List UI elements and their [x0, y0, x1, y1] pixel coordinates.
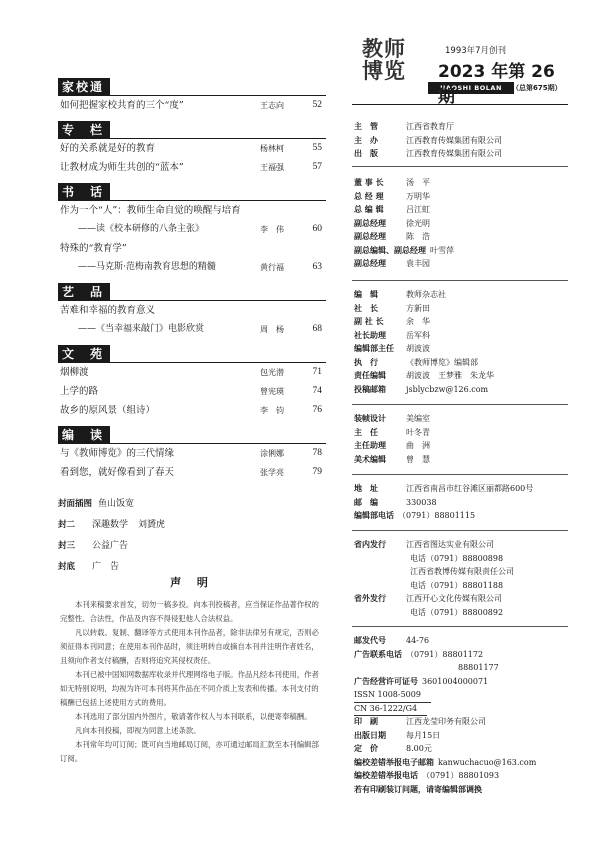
credit-row: [354, 342, 570, 356]
publication-info: [354, 634, 570, 796]
credit-key: 主 任: [354, 427, 378, 437]
credit-row: [354, 634, 570, 648]
credit-value: 江西教育传媒集团有限公司: [406, 135, 502, 145]
credit-value: 叶冬青: [406, 427, 430, 437]
toc-author: 王福强: [260, 163, 284, 172]
error-report-email[interactable]: kanwuchacuo@163.com: [438, 757, 537, 767]
credit-row: [354, 579, 570, 593]
credit-row: [354, 412, 570, 426]
credit-key: 副总经理: [354, 218, 386, 228]
toc-author: 曾宪瑛: [260, 387, 284, 396]
section-title: 艺 品: [58, 283, 110, 300]
credit-value: 袁丰园: [406, 259, 430, 268]
credit-value: 曲 洲: [406, 441, 430, 450]
credit-value: 江西省教博传媒有限责任公司: [410, 567, 514, 576]
toc-entry[interactable]: [58, 258, 326, 277]
toc-page: 76: [312, 405, 322, 415]
section-header: [58, 78, 326, 96]
credit-row: [354, 302, 570, 316]
credit-value: 陈 浩: [406, 232, 430, 241]
credit-value: 万明华: [406, 191, 430, 201]
credit-value: 江西省南昌市红谷滩区丽都路600号: [406, 484, 534, 493]
credit-row: [354, 688, 570, 702]
credit-key: 总 经 理: [354, 191, 384, 201]
toc-author: 黄行福: [260, 263, 284, 272]
credit-row: [354, 120, 570, 134]
declaration-paragraph: 本刊已被中国知网数据库收录并代理网络电子版。作品凡经本刊使用，作者如无特别说明，均视为许可本刊将其作品在不同介质上发表和传播。本刊支付的稿酬已包括上述使用方式的费用。: [60, 670, 319, 707]
toc-entry[interactable]: [58, 239, 326, 258]
credit-value: 3601004000071: [422, 676, 489, 686]
credit-row: [354, 217, 570, 231]
toc-title: 让教材成为师生共创的“蓝本”: [60, 162, 184, 173]
credit-value: 电话（0791）88800892: [410, 607, 504, 617]
divider: [352, 166, 568, 167]
credit-key: 执 行: [354, 357, 378, 367]
credit-value: 吕江虹: [406, 205, 430, 214]
cover3-label: 封三: [58, 541, 76, 551]
submission-email[interactable]: jsblycbzw@126.com: [406, 384, 489, 394]
section-title: 家校通: [58, 78, 110, 95]
cover-illustration-label: 封面插图: [58, 499, 93, 509]
declaration-paragraph: 本刊来稿要求首发，切勿一稿多投。向本刊投稿者，应当保证作品著作权的完整性、合法性，作品及内容不得侵犯他人合法权益。: [60, 600, 319, 623]
credit-row: [354, 661, 570, 675]
credit-row: [354, 203, 570, 217]
toc-author: 周 杨: [260, 325, 284, 334]
section-title: 文 苑: [58, 345, 110, 362]
toc-entry[interactable]: [58, 301, 326, 320]
cover-illustration-row: [58, 494, 326, 515]
credit-value: 330038: [406, 497, 437, 507]
credit-row: [354, 715, 570, 729]
toc-title: 特殊的“教育学”: [60, 243, 127, 254]
credit-value: 江西教育传媒集团有限公司: [406, 149, 502, 158]
toc-page: 55: [312, 143, 322, 153]
section-title: 编 读: [58, 426, 110, 443]
toc-title: 看到您，就好像看到了春天: [60, 467, 175, 478]
credit-key: 省内发行: [354, 540, 386, 549]
credit-key: 邮发代号: [354, 636, 386, 645]
credit-value: 徐光明: [406, 218, 430, 228]
cover3-row: [58, 536, 326, 557]
toc-page: 60: [312, 224, 322, 234]
printing-notice: 若有印刷装订问题，请寄编辑部调换: [354, 784, 482, 794]
cover4-label: 封底: [58, 562, 76, 572]
credit-value: 8.00元: [406, 744, 432, 753]
credit-row: [354, 356, 570, 370]
credit-row: [354, 134, 570, 148]
colophon: [352, 28, 568, 794]
founded-date: 1993年7月创刊: [445, 46, 507, 56]
credit-row: [354, 702, 570, 716]
table-of-contents: [58, 78, 326, 482]
cover-illustration-value: 鱼山饭宽: [98, 499, 135, 509]
credit-row: [354, 190, 570, 204]
section-header: [58, 121, 326, 139]
credit-key: 广告经营许可证号: [354, 676, 418, 686]
toc-author: 包光潜: [260, 368, 284, 377]
toc-subtitle: ——马克斯·范梅南教育思想的精髓: [78, 262, 216, 272]
toc-entry[interactable]: [58, 158, 326, 177]
credit-key: 编校差错举报电话: [354, 771, 418, 780]
cover2-label: 封二: [58, 520, 76, 530]
toc-page: 71: [312, 367, 322, 377]
toc-title: 作为一个“人”：教师生命自觉的唤醒与培育: [60, 205, 241, 216]
toc-title: 烟柳渡: [60, 367, 89, 378]
toc-page: 74: [312, 386, 322, 396]
toc-author: 王志向: [260, 101, 284, 110]
credit-key: 印 刷: [354, 717, 378, 726]
toc-page: 68: [312, 324, 322, 334]
toc-author: 涂俐娜: [260, 449, 284, 458]
credit-key: 副总经理: [354, 232, 386, 241]
publisher-info: [354, 120, 570, 161]
toc-entry[interactable]: [58, 201, 326, 220]
editorial-info: [354, 288, 570, 396]
credit-row: [354, 426, 570, 440]
issn: ISSN 1008-5009: [354, 688, 431, 703]
toc-entry[interactable]: [58, 382, 326, 401]
credit-row: [354, 729, 570, 743]
credit-row: [354, 783, 570, 797]
credit-row: [354, 244, 570, 258]
cover-credits: [58, 494, 326, 578]
divider: [352, 626, 568, 627]
credit-key: 装帧设计: [354, 414, 386, 423]
credit-key: 编校差错举报电子邮箱: [354, 757, 434, 767]
cn-number: CN 36-1222/G4: [354, 702, 427, 717]
credit-row[interactable]: [354, 383, 570, 397]
credit-key: 社长助理: [354, 330, 386, 340]
toc-entry[interactable]: [58, 320, 326, 339]
credit-key: 董 事 长: [354, 178, 384, 187]
credit-value: 余 华: [406, 317, 430, 326]
toc-subtitle: ——《当幸福来敲门》电影欣赏: [78, 324, 205, 334]
credit-value: 胡波波 王梦雅 朱龙华: [406, 371, 494, 380]
credit-value: 叶雪萍: [430, 245, 454, 255]
toc-entry[interactable]: [58, 363, 326, 382]
toc-entry[interactable]: [58, 401, 326, 420]
credit-value: 岳军科: [406, 330, 430, 340]
credit-row: [354, 606, 570, 620]
section-header: [58, 426, 326, 444]
declaration-body: [60, 598, 326, 766]
distribution-info: [354, 538, 570, 619]
credit-row: [354, 742, 570, 756]
credit-key: 主 管: [354, 122, 378, 131]
credit-row: [354, 369, 570, 383]
credit-value: 江西省图达实业有限公司: [406, 540, 494, 549]
toc-title: 好的关系就是好的教育: [60, 143, 156, 154]
design-info: [354, 412, 570, 466]
cover2-value: 深趣数学: [92, 520, 129, 530]
declaration-paragraph: 本刊常年均可订阅；既可向当地邮局订阅，亦可通过邮局汇款至本刊编辑部订阅。: [60, 740, 319, 763]
credit-row: [354, 257, 570, 271]
credit-key: 广告联系电话: [354, 649, 402, 659]
credit-value: 美编室: [406, 414, 430, 423]
credit-key: 编辑部主任: [354, 344, 394, 353]
credit-key: 邮 编: [354, 497, 378, 507]
credit-row: [354, 592, 570, 606]
credit-value: 电话（0791）88801188: [410, 580, 504, 590]
credit-row: [354, 496, 570, 510]
credit-row: [354, 648, 570, 662]
toc-entry[interactable]: [58, 220, 326, 239]
credit-key: 主任助理: [354, 441, 386, 450]
toc-title: 如何把握家校共育的三个“度”: [60, 100, 184, 111]
credit-key: 副 社 长: [354, 317, 384, 326]
toc-page: 63: [312, 262, 322, 272]
credit-value: 44-76: [406, 636, 430, 645]
credit-row: [354, 329, 570, 343]
journal-logo: 教师博览: [362, 37, 406, 83]
credit-row: [354, 675, 570, 689]
toc-entry[interactable]: [58, 444, 326, 463]
toc-page: 52: [312, 100, 322, 110]
divider: [352, 404, 568, 405]
credit-key: 副总编辑、副总经理: [354, 245, 426, 255]
credit-key: 副总经理: [354, 259, 386, 268]
credit-value: 方新田: [406, 303, 430, 313]
credit-value: （0791）88801172: [406, 649, 484, 659]
divider: [352, 280, 568, 281]
declaration-paragraph: 本刊选用了部分国内外图片，敬请著作权人与本刊联系，以便寄奉稿酬。: [75, 712, 312, 721]
credit-row: [354, 565, 570, 579]
cover4-value: 广 告: [92, 562, 120, 572]
credit-value: 江西开心文化传媒有限公司: [406, 594, 502, 603]
credit-row: [354, 482, 570, 496]
credit-row: [354, 288, 570, 302]
divider: [352, 474, 568, 475]
credit-key: 总 编 辑: [354, 205, 384, 214]
toc-page: 79: [312, 467, 322, 477]
section-header: [58, 183, 326, 201]
credit-key: 编 辑: [354, 290, 378, 299]
credit-key: 出 版: [354, 149, 378, 158]
credit-key: 美术编辑: [354, 454, 386, 464]
credit-value: 江西龙莹印务有限公司: [406, 717, 486, 726]
credit-key: 编辑部电话: [354, 511, 394, 520]
credit-key: 地 址: [354, 484, 378, 493]
divider: [352, 530, 568, 531]
credit-row: [354, 230, 570, 244]
credit-value: （0791）88801093: [422, 771, 500, 780]
credit-key: 责任编辑: [354, 371, 386, 380]
credit-row: [354, 147, 570, 161]
credit-value: 每月15日: [406, 730, 441, 740]
credit-row: [354, 769, 570, 783]
toc-subtitle: ——读《校本研修的八条主张》: [78, 224, 205, 234]
address-info: [354, 482, 570, 523]
toc-entry[interactable]: [58, 139, 326, 158]
issue-number: 2023 年第 26 期: [438, 62, 555, 107]
toc-page: 78: [312, 448, 322, 458]
credit-row: [354, 176, 570, 190]
section-header: [58, 345, 326, 363]
credit-row: [354, 552, 570, 566]
toc-author: 李 钧: [260, 406, 284, 415]
toc-title: 苦难和幸福的教育意义: [60, 305, 156, 316]
credit-key: 出版日期: [354, 730, 386, 740]
credit-key: 投稿邮箱: [354, 384, 386, 394]
toc-author: 张学亮: [260, 468, 284, 477]
toc-entry[interactable]: [58, 463, 326, 482]
credit-row: [354, 509, 570, 523]
credit-value: （0791）88801115: [398, 511, 476, 520]
credit-row: [354, 439, 570, 453]
toc-title: 上学的路: [60, 386, 99, 397]
toc-author: 杨林柯: [260, 144, 284, 153]
section-header: [58, 283, 326, 301]
cover2-row: [58, 515, 326, 536]
cover2-author: 刘贇虎: [138, 520, 166, 530]
credit-value: 汤 平: [406, 178, 430, 187]
credit-row: [354, 453, 570, 467]
toc-title: 故乡的原风景（组诗）: [60, 405, 156, 416]
toc-author: 李 伟: [260, 225, 284, 234]
credit-row[interactable]: [354, 756, 570, 770]
journal-logo-pinyin: JIAOSHI BOLAN: [428, 82, 514, 94]
credit-value: 《教师博览》编辑部: [406, 357, 478, 367]
credit-value: 江西省教育厅: [406, 122, 454, 131]
masthead: [352, 28, 568, 105]
declaration-paragraph: 凡以转载、复制、翻译等方式使用本刊作品者，除非法律另有规定，否则必须征得本刊同意；在使用本刊作品时，须注明转自或摘自本刊并注明作者姓名，且须向作者支付稿酬，否则将追究其侵权责任。: [60, 628, 319, 665]
declaration-title: 声 明: [170, 576, 214, 589]
credit-value: 胡波波: [406, 344, 430, 353]
declaration-paragraph: 凡向本刊投稿，即视为同意上述条款。: [75, 726, 201, 735]
credit-key: 省外发行: [354, 594, 386, 603]
credit-row: [354, 315, 570, 329]
credit-value: 电话（0791）88800898: [410, 553, 504, 563]
credit-row: [354, 538, 570, 552]
credit-key: 社 长: [354, 303, 378, 313]
section-title: 专 栏: [58, 121, 110, 138]
credit-value: 曾 慧: [406, 454, 430, 464]
toc-page: 57: [312, 162, 322, 172]
credit-value: 88801177: [458, 663, 499, 672]
credit-value: 教师杂志社: [406, 290, 446, 299]
cover3-value: 公益广告: [92, 541, 129, 551]
toc-entry[interactable]: [58, 96, 326, 115]
total-issue: （总第675期）: [512, 84, 562, 92]
credit-key: 主 办: [354, 135, 378, 145]
toc-title: 与《教师博览》的三代情缘: [60, 448, 175, 459]
section-title: 书 话: [58, 183, 110, 200]
management-info: [354, 176, 570, 271]
credit-key: 定 价: [354, 744, 378, 753]
